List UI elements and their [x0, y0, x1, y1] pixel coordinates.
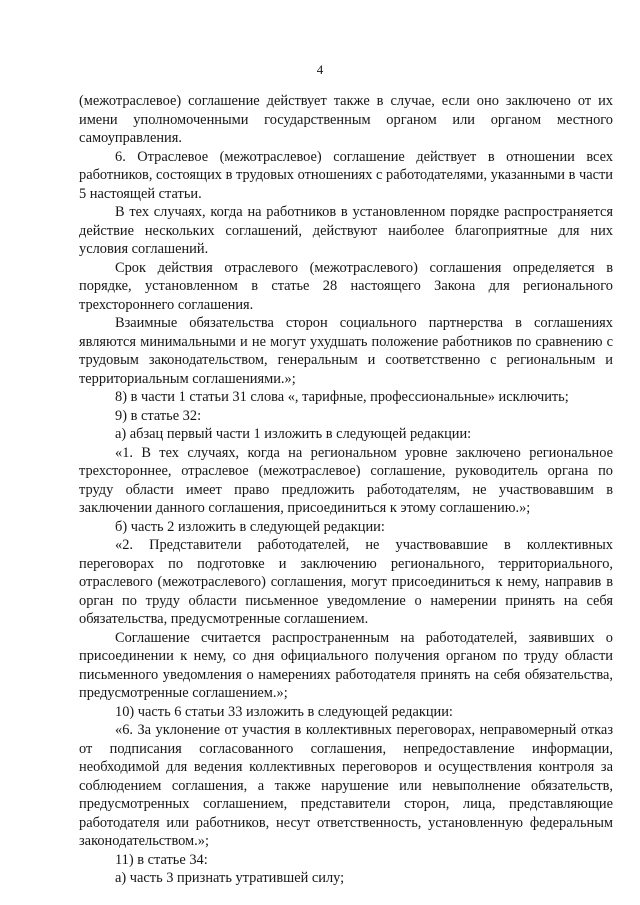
paragraph: «1. В тех случаях, когда на региональном уровне заключено региональное трехстороннее, отраслевое (межотраслевое) соглашение, руководитель органа по труду области имеет право предложить работодателям, не участвовавшим в заключении данного соглашения, присоединиться к этому соглашению.»; [79, 444, 613, 516]
paragraph: 6. Отраслевое (межотраслевое) соглашение действует в отношении всех работников, состоящих в трудовых отношениях с работодателями, указанными в части 5 настоящей статьи. [79, 148, 613, 202]
paragraph: 8) в части 1 статьи 31 слова «, тарифные, профессиональные» исключить; [115, 389, 569, 405]
paragraph: 11) в статье 34: [115, 851, 208, 868]
paragraph: а) абзац первый части 1 изложить в следующей редакции: [115, 426, 472, 442]
paragraph: Срок действия отраслевого (межотраслевого) соглашения определяется в порядке, установленном в статье 28 настоящего Закона для регионального трехстороннего соглашения. [79, 259, 613, 313]
paragraph: В тех случаях, когда на работников в установленном порядке распространяется действие нескольких соглашений, действуют наиболее благоприятные для них условия соглашений. [79, 204, 613, 257]
document-body [79, 92, 613, 888]
paragraph: б) часть 2 изложить в следующей редакции: [115, 518, 385, 535]
paragraph: «6. За уклонение от участия в коллективных переговорах, неправомерный отказ от подписания согласованного соглашения, непредоставление информации, необходимой для ведения коллективных переговоров и осуществления контроля за соблюдением соглашения, а также нарушение или невыполнение обязательств, предусмотренных соглашением, представители сторон, лица, представляющие работодателя или работников, несут ответственность, установленную федеральным законодательством.»; [79, 722, 613, 849]
paragraph: 10) часть 6 статьи 33 изложить в следующей редакции: [115, 703, 453, 720]
paragraph: (межотраслевое) соглашение действует также в случае, если оно заключено от их имени уполномоченными государственным органом или органом местного самоуправления. [79, 93, 613, 146]
paragraph: Соглашение считается распространенным на работодателей, заявивших о присоединении к нему, со дня официального получения органом по труду области письменного уведомления о намерениях работодателя принять на себя обязательства, предусмотренные соглашением.»; [79, 629, 613, 701]
paragraph: Взаимные обязательства сторон социального партнерства в соглашениях являются минимальными и не могут ухудшать положение работников по сравнению с трудовым законодательством, генеральным и соответственно с региональным и территориальным соглашениями.»; [79, 315, 613, 387]
paragraph: а) часть 3 признать утратившей силу; [115, 870, 345, 886]
paragraph: 9) в статье 32: [115, 407, 202, 424]
page-number: 4 [316, 62, 324, 77]
paragraph: «2. Представители работодателей, не участвовавшие в коллективных переговорах по подготовке и заключению регионального, территориального, отраслевого (межотраслевого) соглашения, могут присоединиться к нему, направив в орган по труду области письменное уведомление о намерении принять на себя обязательства, предусмотренные соглашением. [79, 537, 613, 627]
